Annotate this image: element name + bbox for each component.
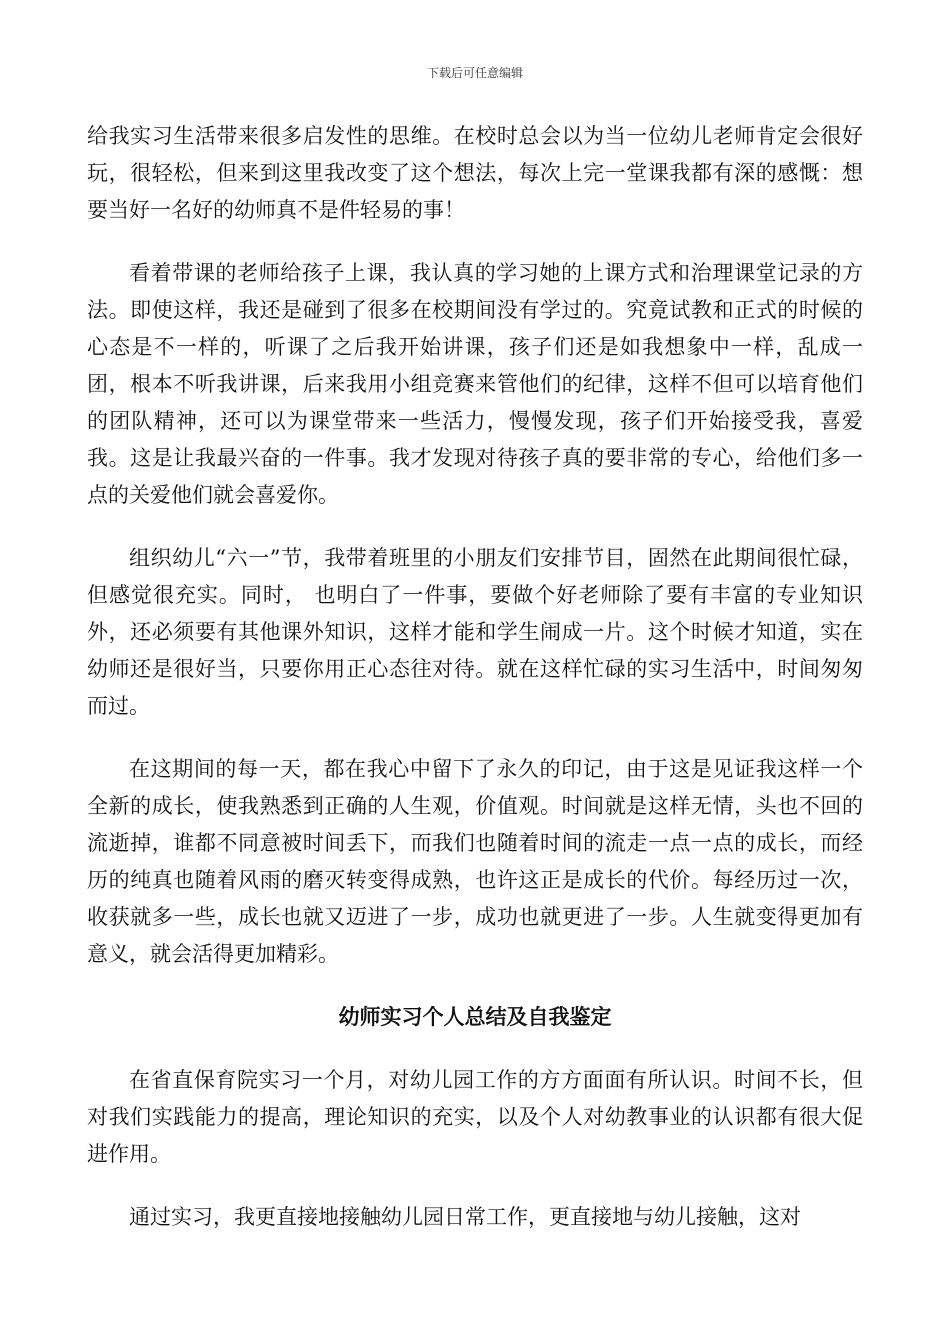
paragraph: 通过实习，我更直接地接触幼儿园日常工作，更直接地与幼儿接触，这对 (129, 1205, 801, 1229)
section-title: 幼师实习个人总结及自我鉴定 (338, 1005, 612, 1029)
page-header: 下载后可任意编辑 (426, 66, 523, 80)
paragraph: 在这期间的每一天，都在我心中留下了永久的印记，由于这是见证我这样一个全新的成长，使我熟悉到正确的人生观，价值观。时间就是这样无情，头也不回的流逝掉，谁都不同意被时间丢下，而我们也随着时间的流走一点一点的成长，而经历的纯真也随着风雨的磨灭转变得成熟，也许这正是成长的代价。每经历过一次，收获就多一些，成长也就又迈进了一步，成功也就更进了一步。人生就变得更加有意义，就会活得更加精彩。 (87, 757, 863, 966)
paragraph: 给我实习生活带来很多启发性的思维。在校时总会以为当一位幼儿老师肯定会很好玩，很轻松，但来到这里我改变了这个想法，每次上完一堂课我都有深的感慨：想要当好一名好的幼师真不是件轻易的事！ (87, 124, 863, 222)
document-body (87, 118, 863, 1262)
paragraph: 组织幼儿“六一”节，我带着班里的小朋友们安排节目，固然在此期间很忙碌，但感觉很充实。同时， 也明白了一件事，要做个好老师除了要有丰富的专业知识外，还必须要有其他课外知识，这样才能和学生闹成一片。这个时候才知道，实在幼师还是很好当，只要你用正心态往对待。就在这样忙碌的实习生活中，时间匆匆而过。 (87, 546, 863, 718)
paragraph: 在省直保育院实习一个月，对幼儿园工作的方方面面有所认识。时间不长，但对我们实践能力的提高，理论知识的充实，以及个人对幼教事业的认识都有很大促进作用。 (87, 1068, 863, 1166)
paragraph: 看着带课的老师给孩子上课，我认真的学习她的上课方式和治理课堂记录的方法。即使这样，我还是碰到了很多在校期间没有学过的。究竟试教和正式的时候的心态是不一样的，听课了之后我开始讲课，孩子们还是如我想象中一样，乱成一团，根本不听我讲课，后来我用小组竞赛来管他们的纪律，这样不但可以培育他们的团队精神，还可以为课堂带来一些活力，慢慢发现，孩子们开始接受我，喜爱我。这是让我最兴奋的一件事。我才发现对待孩子真的要非常的专心，给他们多一点的关爱他们就会喜爱你。 (87, 261, 863, 507)
